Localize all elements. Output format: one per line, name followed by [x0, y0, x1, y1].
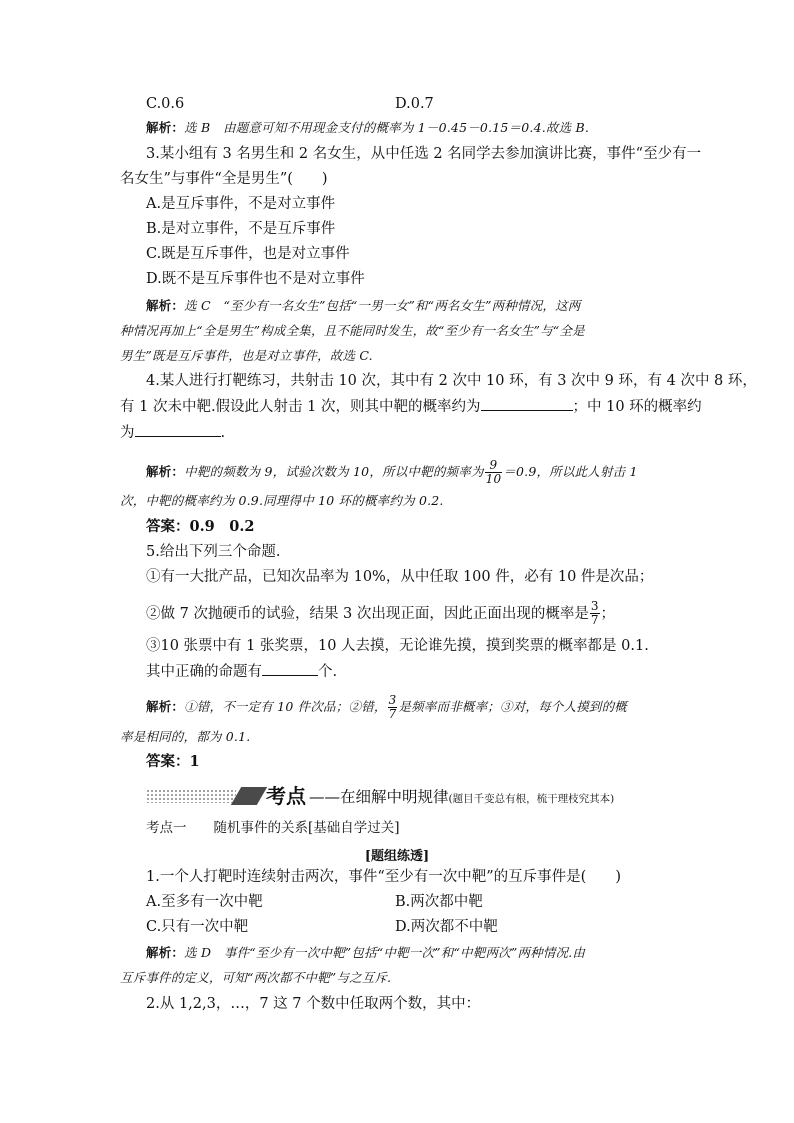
explanation-text: 是频率而非概率；③对，每个人摸到的概: [398, 699, 628, 714]
explanation-label: 解析：: [146, 945, 185, 960]
banner-slash: [231, 787, 267, 805]
subsection-heading: [题组练透]: [364, 849, 430, 864]
question-3-option-c: C.既是互斥事件，也是对立事件: [146, 246, 350, 262]
question-text: 个.: [318, 664, 338, 680]
question-text: 其中正确的命题有: [146, 664, 262, 680]
explanation-4-line1: [146, 459, 638, 486]
explanation-3-line3: 男生”既是互斥事件，也是对立事件，故选 C.: [120, 348, 373, 363]
practice-2: 2.从 1,2,3，…，7 这 7 个数中任取两个数，其中：: [146, 996, 481, 1012]
dot-pattern: [146, 789, 236, 803]
fraction: [590, 600, 600, 627]
banner-keyword: 考点: [266, 784, 306, 808]
question-4-line2: [120, 396, 702, 417]
practice-1-row2: [146, 917, 498, 937]
explanation-text: 选 B 由题意可知不用现金支付的概率为 1－0.45－0.15＝0.4.故选 B.: [184, 120, 590, 135]
question-text: .: [220, 425, 226, 441]
banner-subtitle: [309, 785, 614, 811]
question-3-line2: 名女生”与事件“全是男生”( ): [120, 171, 328, 187]
question-4-line1: 4.某人进行打靶练习，共射击 10 次，其中有 2 次中 10 环，有 3 次中 9 环，有 4 次中 8 环，: [146, 373, 757, 389]
practice-1-option-b: B.两次都中靶: [395, 894, 483, 910]
fraction-denominator: 7: [590, 613, 599, 627]
explanation-5-line1: [146, 694, 627, 721]
practice-1-explanation-line2: 互斥事件的定义，可知“两次都不中靶”与之互斥.: [120, 970, 392, 985]
fraction-numerator: 9: [485, 459, 503, 473]
practice-1: 1.一个人打靶时连续射击两次，事件“至少有一次中靶”的互斥事件是( ): [146, 869, 621, 885]
explanation-4-line2: 次，中靶的概率约为 0.9.同理得中 10 环的概率约为 0.2.: [120, 493, 444, 508]
banner-tagline: ——在细解中明规律: [309, 788, 449, 806]
explanation-label: 解析：: [146, 298, 185, 313]
question-5-prompt: [146, 661, 337, 682]
section-heading: 考点一 随机事件的关系[基础自学过关]: [146, 820, 400, 836]
fraction-denominator: 10: [485, 472, 502, 486]
question-text: ②做 7 次抛硬币的试验，结果 3 次出现正面，因此正面出现的概率是: [146, 606, 589, 622]
practice-1-row1: [146, 892, 483, 912]
fraction: [388, 694, 398, 721]
explanation-text: 中靶的频数为 9，试验次数为 10，所以中靶的频率为: [184, 464, 484, 479]
question-text: ；中 10 环的概率约: [572, 399, 702, 415]
practice-1-option-a: A.至多有一次中靶: [146, 894, 263, 910]
banner-note: (题目千变总有根，梳干理枝究其本): [448, 793, 615, 805]
question-3-option-b: B.是对立事件，不是互斥事件: [146, 221, 336, 237]
answer-5: 答案：1: [146, 753, 200, 770]
practice-1-option-d: D.两次都不中靶: [395, 919, 498, 935]
section-banner: [146, 783, 676, 809]
practice-1-explanation-line1: [146, 943, 585, 963]
explanation-label: 解析：: [146, 120, 185, 135]
question-4-line3: [120, 422, 225, 443]
question-5-intro: 5.给出下列三个命题.: [146, 544, 281, 560]
fraction-numerator: 3: [388, 693, 397, 707]
option-c: C.0.6: [146, 96, 185, 112]
answer-blank[interactable]: [481, 396, 573, 411]
explanation-3-line1: [146, 296, 581, 316]
option-d: D.0.7: [395, 96, 434, 112]
answer-blank[interactable]: [262, 661, 318, 676]
explanation-3-line2: 种情况再加上“全是男生”构成全集，且不能同时发生，故“至少有一名女生”与“全是: [120, 323, 585, 338]
explanation-label: 解析：: [146, 699, 185, 714]
explanation-label: 解析：: [146, 464, 185, 479]
question-text: 为: [120, 425, 135, 441]
explanation-2: [146, 118, 589, 138]
question-5-statement-2: [146, 600, 615, 627]
question-5-statement-3: ③10 张票中有 1 张奖票，10 人去摸，无论谁先摸，摸到奖票的概率都是 0.1.: [146, 638, 649, 654]
fraction-denominator: 7: [388, 707, 397, 721]
question-text: 有 1 次未中靶.假设此人射击 1 次，则其中靶的概率约为: [120, 399, 481, 415]
answer-4: 答案：0.9 0.2: [146, 518, 255, 535]
explanation-text: 选 C “至少有一名女生”包括“一男一女”和“两名女生”两种情况，这两: [184, 298, 581, 313]
question-3-line1: 3.某小组有 3 名男生和 2 名女生，从中任选 2 名同学去参加演讲比赛，事件“至少有一: [146, 146, 702, 162]
question-text: ；: [600, 606, 616, 622]
explanation-text: ①错，不一定有 10 件次品；②错，: [184, 699, 387, 714]
explanation-text: 选 D 事件“至少有一次中靶”包括“中靶一次”和“中靶两次”两种情况.由: [184, 945, 586, 960]
question-5-statement-1: ①有一大批产品，已知次品率为 10%，从中任取 100 件，必有 10 件是次品；: [146, 569, 654, 585]
practice-1-option-c: C.只有一次中靶: [146, 919, 249, 935]
fraction: [485, 459, 503, 486]
question-3-option-d: D.既不是互斥事件也不是对立事件: [146, 271, 365, 287]
fraction-numerator: 3: [590, 599, 599, 613]
question-3-option-a: A.是互斥事件，不是对立事件: [146, 196, 336, 212]
explanation-5-line2: 率是相同的，都为 0.1.: [120, 729, 251, 744]
explanation-text: ＝0.9，所以此人射击 1: [503, 464, 638, 479]
option-c-line: [146, 94, 434, 114]
answer-blank[interactable]: [135, 422, 221, 437]
